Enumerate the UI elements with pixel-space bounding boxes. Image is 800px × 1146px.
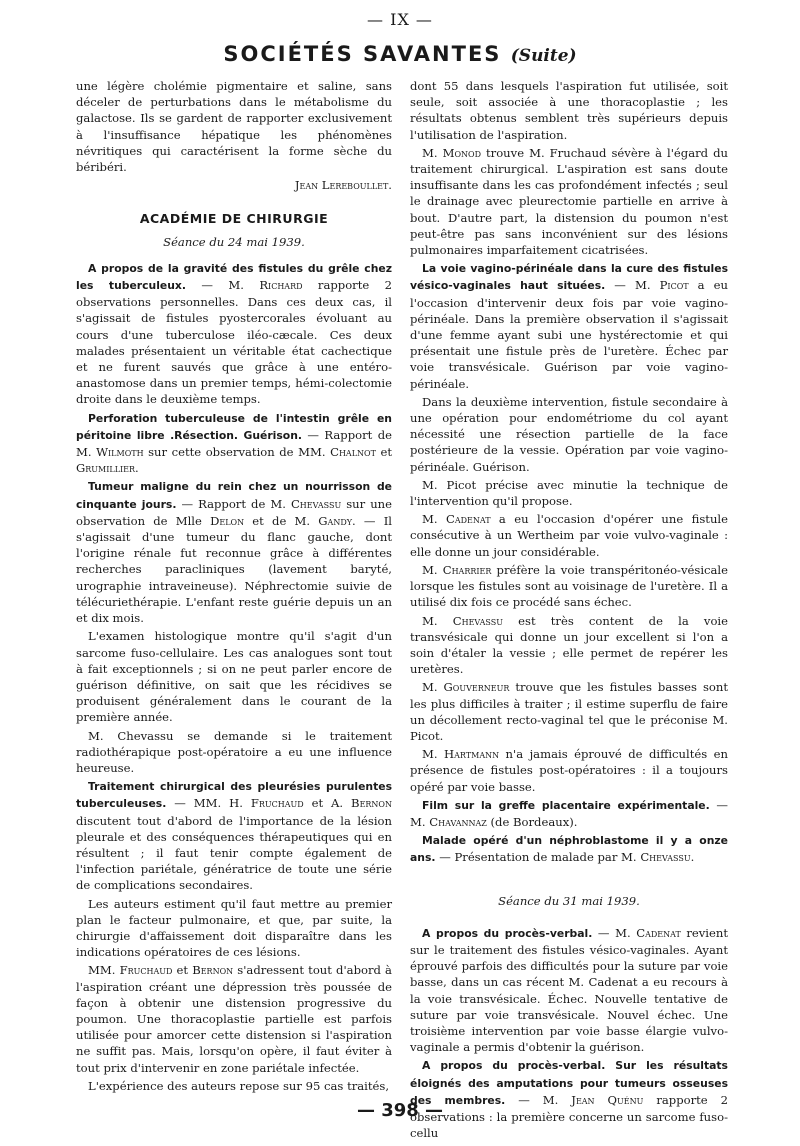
author-name: Chevassu <box>290 496 342 511</box>
author-name: Fruchaud <box>119 963 173 978</box>
seance-date: Séance du 31 mai 1939. <box>498 893 640 908</box>
author-name: Chevassu <box>452 613 503 628</box>
author-name: Grumillier <box>76 461 136 476</box>
text: — MM. H. <box>166 796 251 811</box>
left-column <box>76 78 392 1096</box>
paragraph-heading: Perforation tuberculeuse de l'intestin grêle en péritoine libre .Résection. Guérison. <box>76 411 392 442</box>
text: — Rapport de M. <box>176 496 291 511</box>
paragraph-heading: Film sur la greffe placentaire expérimentale. <box>422 798 710 812</box>
text: n'a jamais éprouvé de difficultés en présence de fistules post-opératoires : il a toujours opéré par voie basse. <box>410 747 728 794</box>
paragraph: Dans la deuxième intervention, fistule secondaire à une opération pour endométriome du col ayant nécessité une résection partielle de la face postérieure de la vessie. Opération par voie vagino-périnéale. Guérison. <box>410 394 728 474</box>
text: s'adressent tout d'abord à l'aspiration créant une dépression très poussée de façon à obtenir une distension progressive du poumon. Une thoracoplastie partielle est parfois utilisée pour amorcer cette distension si l'aspiration ne suffit pas. Mais, lorsqu'on opère, il faut éviter à tout prix d'intervenir en zone pariétale infectée. <box>76 963 392 1075</box>
author-name: Cadenat <box>445 512 491 527</box>
text: — M. <box>410 797 728 829</box>
text: . <box>690 850 695 865</box>
author-name: Bernon <box>192 963 234 978</box>
author-name: Gouverneur <box>443 680 510 695</box>
text: M. <box>422 512 446 527</box>
right-column <box>410 78 728 1143</box>
paragraph <box>76 410 392 477</box>
text: — Rapport de M. <box>76 427 392 460</box>
page-header <box>0 42 800 66</box>
text: . <box>135 461 139 476</box>
paragraph: L'expérience des auteurs repose sur 95 cas traités, <box>88 1078 390 1093</box>
author-name: Richard <box>259 278 303 293</box>
text: MM. <box>88 963 120 978</box>
paragraph-heading: A propos du procès-verbal. Sur les résultats éloignés des amputations pour tumeurs osseuses des membres. <box>410 1059 728 1107</box>
paragraph: M. Picot précise avec minutie la technique de l'intervention qu'il propose. <box>410 477 728 509</box>
paragraph-heading: La voie vagino-périnéale dans la cure des fistules vésico-vaginales haut situées. <box>410 262 728 293</box>
paragraph <box>410 260 728 392</box>
paragraph: M. Chevassu se demande si le traitement radiothérapique post-opératoire a eu une influence heureuse. <box>76 728 392 775</box>
paragraph <box>410 511 728 560</box>
author-name: Chevassu <box>640 850 691 865</box>
text: M. <box>422 747 445 762</box>
paragraph <box>410 925 728 1056</box>
signature: Jean Lereboullet. <box>294 178 392 193</box>
paragraph <box>410 746 728 795</box>
text: et <box>375 445 392 460</box>
text: — M. <box>505 1092 572 1107</box>
section-title: ACADÉMIE DE CHIRURGIE <box>139 211 329 227</box>
paragraph <box>410 679 728 744</box>
text: a eu l'occasion d'intervenir deux fois par voie vagino-périnéale. Dans la première observation il s'agissait d'une femme ayant subi une hystérectomie et qui présentait une fistule près de l'uretère. Échec par voie transvésicale. Guérison par voie vagino-périnéale. <box>410 278 728 391</box>
text: revient sur le traitement des fistules vésico-vaginales. Ayant éprouvé parfois des difficultés pour la suture par voie basse, dans un cas récent M. Cadenat a eu recours à la voie transvésicale. Échec. Nouvelle tentative de suture par voie transvésicale. Nouvel échec. Une troisième intervention par voie basse élargie vulvo-vaginale a permis d'obtenir la guérison. <box>410 925 728 1055</box>
text: — Présentation de malade par M. <box>435 850 641 865</box>
text: et A. <box>303 796 352 811</box>
text: M. <box>422 145 443 160</box>
author-name: Charrier <box>442 562 492 577</box>
paragraph <box>76 962 392 1075</box>
author-name: Picot <box>659 278 689 293</box>
paragraph: L'examen histologique montre qu'il s'agit d'un sarcome fuso-cellulaire. Les cas analogues sont tout à fait exceptionnels ; si on ne peut parler encore de guérison définitive, on sait que les récidives se produisent généralement dans le courant de la première année. <box>76 629 392 725</box>
author-name: Monod <box>442 145 481 160</box>
paragraph-heading: A propos de la gravité des fistules du grêle chez les tuberculeux. <box>76 261 392 293</box>
paragraph-heading: Traitement chirurgical des pleurésies purulentes tuberculeuses. <box>76 780 392 811</box>
author-name: Bernon <box>351 796 392 811</box>
page-number-roman: — IX — <box>367 10 433 29</box>
header-suite: (Suite) <box>510 46 577 66</box>
paragraph <box>76 778 392 893</box>
text: trouve que les fistules basses sont les plus difficiles à traiter ; il estime superflu de faire un décollement recto-vaginal tel que le préconise M. Picot. <box>410 680 728 743</box>
text: — M. <box>186 278 260 293</box>
text: a eu l'occasion d'opérer une fistule consécutive à un Wertheim par voie vulvo-vaginale : elle donne un jour considérable. <box>410 512 728 559</box>
text: . — Il s'agissait d'une tumeur du flanc gauche, dont l'origine rénale fut reconnue grâce à différentes recherches paracliniques (lavement baryté, urographie intraveineuse). Néphrectomie suivie de télécuriethérapie. L'enfant reste guérie depuis un an et dix mois. <box>76 513 392 626</box>
text: trouve M. Fruchaud sévère à l'égard du traitement chirurgical. L'aspiration est sans doute insuffisante dans les cas profondément infectés ; seul le drainage avec pleurectomie partielle en arrive à bout. D'autre part, la distension du poumon n'est peut-être pas sans inconvénient sur des lésions pulmonaires imparfaitement cicatrisées. <box>410 145 728 258</box>
author-name: Fruchaud <box>250 796 304 811</box>
text: M. <box>422 680 444 695</box>
author-name: Hartmann <box>444 747 500 762</box>
author-name: Chalnot <box>330 445 376 460</box>
paragraph: Les auteurs estiment qu'il faut mettre au premier plan le facteur pulmonaire, et que, par suite, la chirurgie d'affaissement doit disparaître dans les indications opératoires de ces lésions. <box>76 896 392 960</box>
author-name: Gandy <box>318 513 353 528</box>
text: sur cette observation de MM. <box>143 445 331 460</box>
author-name: Cadenat <box>636 925 681 940</box>
text: et <box>172 963 193 978</box>
text: rapporte 2 observations : la première concerne un sarcome fuso-cellu <box>410 1092 728 1141</box>
paragraph <box>410 562 728 611</box>
intro-paragraph: une légère cholémie pigmentaire et saline, sans déceler de perturbations dans le métabolisme du galactose. Ils se gardent de rapporter exclusivement à l'insuffisance hépatique les phénomènes névritiques qui caractérisent la forme sèche du béribéri. <box>76 79 392 175</box>
text: et de M. <box>244 513 319 528</box>
text: M. <box>422 562 443 577</box>
author-name: Wilmoth <box>96 445 144 460</box>
text: — M. <box>592 925 637 940</box>
paragraph <box>410 613 728 678</box>
paragraph <box>410 832 728 866</box>
paragraph-heading: Tumeur maligne du rein chez un nourrisson de cinquante jours. <box>76 480 392 511</box>
seance-date: Séance du 24 mai 1939. <box>163 234 305 249</box>
text: préfère la voie transpéritonéo-vésicale lorsque les fistules sont au voisinage de l'uretère. Il a utilisé dix fois ce procédé sans échec. <box>410 562 729 610</box>
paragraph <box>76 478 392 626</box>
paragraph <box>410 145 728 258</box>
text: (de Bordeaux). <box>486 814 578 829</box>
author-name: Jean Quénu <box>571 1092 644 1107</box>
text: — M. <box>605 278 660 293</box>
paragraph <box>76 260 392 408</box>
text: rapporte 2 observations personnelles. Dans ces deux cas, il s'agissait de fistules pyostercorales évoluant au cours d'une tuberculose iléo-cæcale. Ces deux malades présentaient un véritable état cachectique et ne furent sauvés que grâce à une entéro-anastomose dans un premier temps, hémi-colectomie droite dans le deuxième temps. <box>76 278 392 407</box>
text: M. <box>422 613 453 628</box>
text: sur une observation de Mlle <box>76 496 393 528</box>
author-name: Chavannaz <box>429 814 487 829</box>
paragraph: dont 55 dans lesquels l'aspiration fut utilisée, soit seule, soit associée à une thoracoplastie ; les résultats obtenus semblent très supérieurs depuis l'utilisation de l'aspiration. <box>410 79 728 142</box>
paragraph <box>410 797 728 830</box>
paragraph-heading: A propos du procès-verbal. <box>422 926 593 940</box>
paragraph-heading: Malade opéré d'un néphroblastome il y a onze ans. <box>410 834 728 865</box>
text: est très content de la voie transvésicale qui donne un jour excellent si l'on a soin d'étaler la vessie ; elle permet de repérer les uretères. <box>410 613 728 677</box>
header-title: SOCIÉTÉS SAVANTES <box>223 42 502 66</box>
author-name: Delon <box>210 513 245 528</box>
text: discutent tout d'abord de l'importance de la lésion pleurale et des conséquences thérapeutiques qui en résultent ; il faut tenir compte également de l'infection pariétale, génératrice de toute une série de complications secondaires. <box>76 813 392 893</box>
page-number: — 398 — <box>356 1100 444 1121</box>
